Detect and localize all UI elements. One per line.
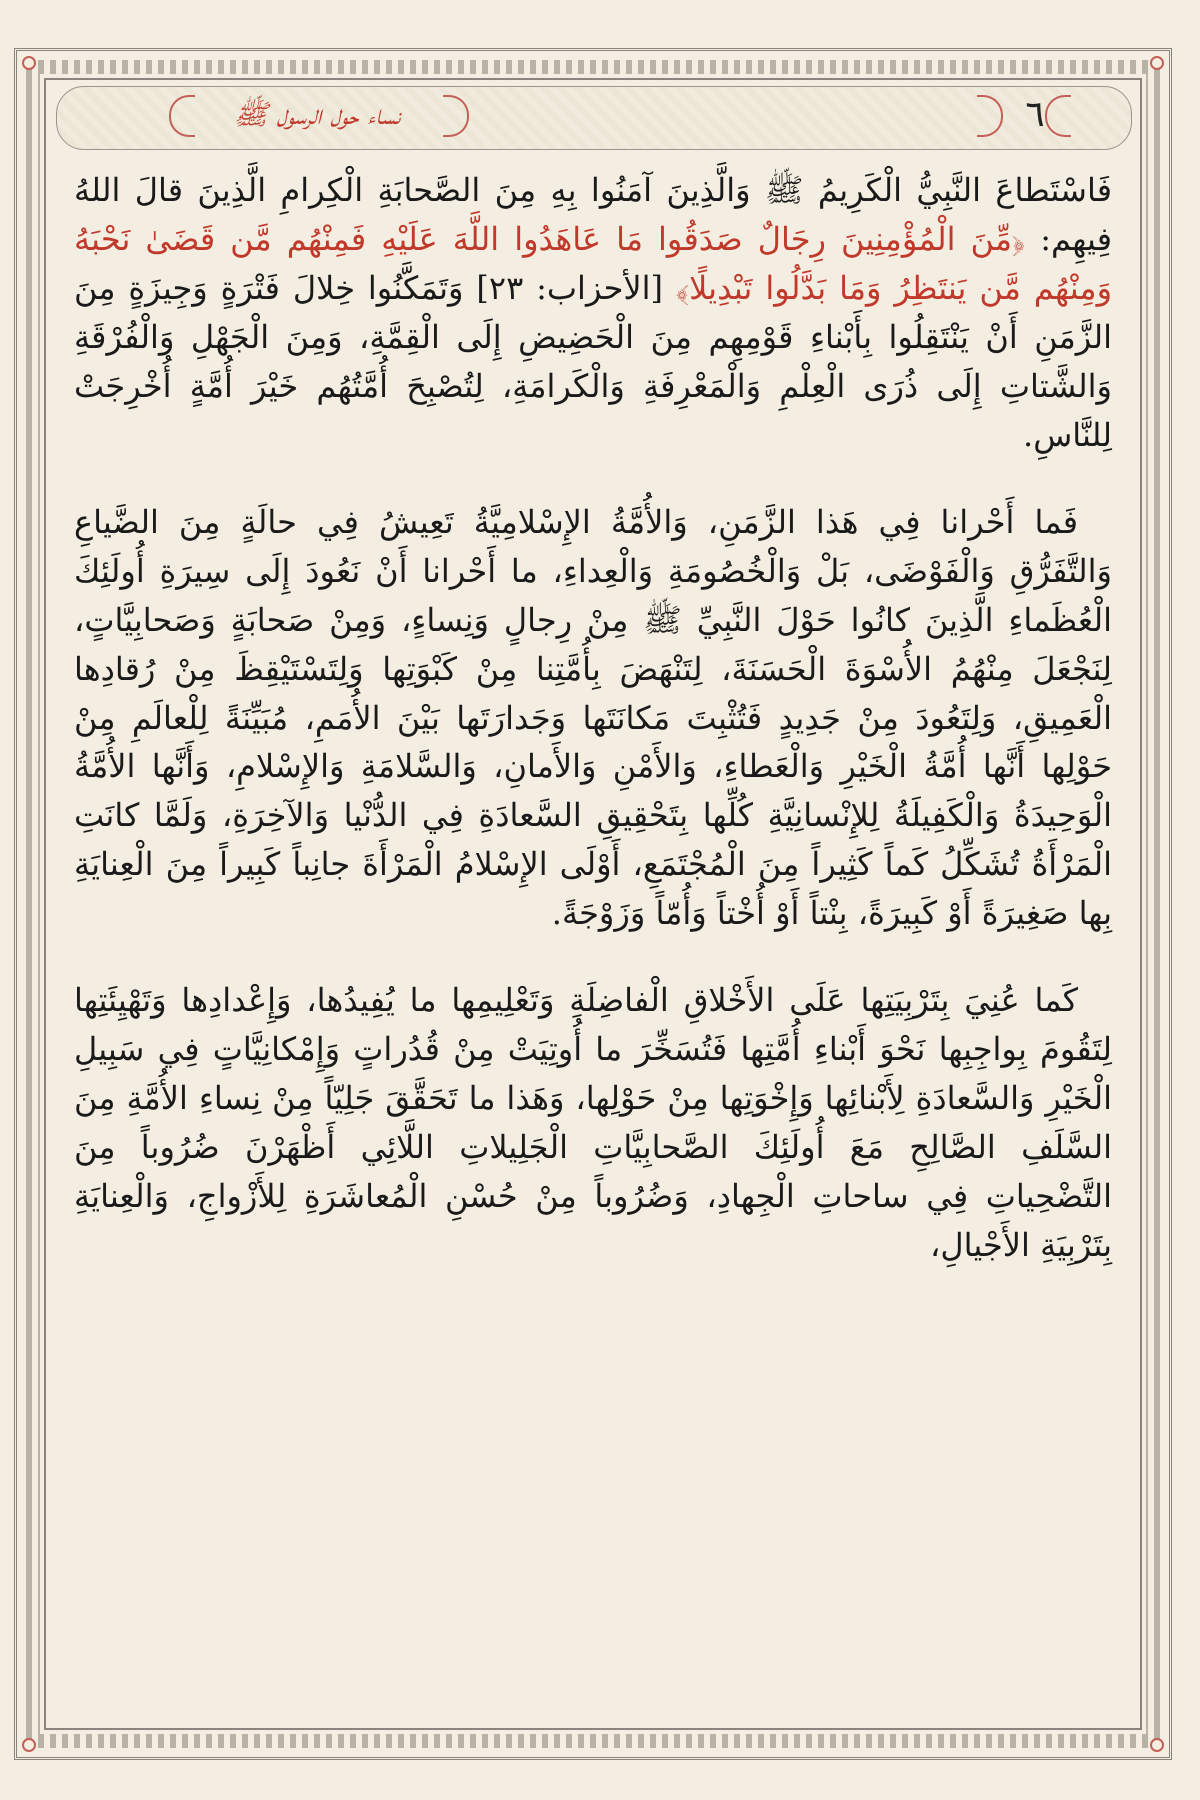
page-body: [74, 166, 1112, 1308]
paragraph: [74, 976, 1112, 1270]
corner-rosette-icon: [1150, 56, 1164, 70]
page-number: ٦: [1025, 94, 1045, 135]
corner-rosette-icon: [22, 1738, 36, 1752]
ornament-bracket-icon: [977, 95, 1003, 137]
ornament-bracket-icon: [169, 95, 195, 137]
corner-rosette-icon: [22, 56, 36, 70]
book-title: نساء حول الرسول ﷺ: [233, 98, 401, 131]
paragraph-text: [الأحزاب: ٢٣] وَتَمَكَّنُوا خِلالَ فَتْرَةٍ وَجِيزَةٍ مِنَ الزَّمَنِ أَنْ يَنْتَقِلُوا بِأَبْناءِ قَوْمِهِم مِنَ الْحَضِيضِ إِلَى الْقِمَّةِ، وَمِنَ الْجَهْلِ وَالْفُرْقَةِ وَالشَّتاتِ إِلَى ذُرَى الْعِلْمِ وَالْمَعْرِفَةِ وَالْكَرامَةِ، لِتُصْبِحَ أُمَّتُهُم خَيْرَ أُمَّةٍ أُخْرِجَتْ لِلنَّاسِ.: [74, 268, 1113, 454]
paragraph-text: كَما عُنِيَ بِتَرْبِيَتِها عَلَى الأَخْلاقِ الْفاضِلَةِ وَتَعْلِيمِها ما يُفِيدُها، وَإِعْدادِها وَتَهْيِئَتِها لِتَقُومَ بِواجِبِها نَحْوَ أَبْناءِ أُمَّتِها فَتُسَخِّرَ ما أُوتِيَتْ مِنْ قُدُراتٍ وَإِمْكانِيَّاتٍ فِي سَبِيلِ الْخَيْرِ وَالسَّعادَةِ لِأَبْنائِها وَإِخْوَتِها مِنْ حَوْلِها، وَهَذا ما تَحَقَّقَ جَلِيّاً مِنْ نِساءِ الأُمَّةِ مِنَ السَّلَفِ الصَّالِحِ مَعَ أُولَئِكَ الصَّحابِيَّاتِ الْجَلِيلاتِ اللَّائِي أَظْهَرْنَ ضُرُوباً مِنَ التَّضْحِياتِ فِي ساحاتِ الْجِهادِ، وَضُرُوباً مِنْ حُسْنِ الْمُعاشَرَةِ لِلأَزْواجِ، وَالْعِنايَةِ بِتَرْبِيَةِ الأَجْيالِ،: [74, 981, 1113, 1265]
paragraph-text: فَما أَحْرانا فِي هَذا الزَّمَنِ، وَالأُمَّةُ الإِسْلامِيَّةُ تَعِيشُ فِي حالَةٍ مِنَ الضَّياعِ وَالتَّفَرُّقِ وَالْفَوْضَى، بَلْ وَالْخُصُومَةِ وَالْعِداءِ، ما أَحْرانا أَنْ نَعُودَ إِلَى سِيرَةِ أُولَئِكَ الْعُظَماءِ الَّذِينَ كانُوا حَوْلَ النَّبِيِّ ﷺ مِنْ رِجالٍ وَنِساءٍ، وَمِنْ صَحابَةٍ وَصَحابِيَّاتٍ، لِنَجْعَلَ مِنْهُمُ الأُسْوَةَ الْحَسَنَةَ، لِتَنْهَضَ بِأُمَّتِنا مِنْ كَبْوَتِها وَلِتَسْتَيْقِظَ مِنْ رُقادِها الْعَمِيقِ، وَلِتَعُودَ مِنْ جَدِيدٍ فَتُثْبِتَ مَكانَتَها وَجَدارَتَها بَيْنَ الأُمَمِ، مُبَيِّنَةً لِلْعالَمِ مِنْ حَوْلِها أَنَّها أُمَّةُ الْخَيْرِ وَالْعَطاءِ، وَالأَمْنِ وَالأَمانِ، وَالسَّلامَةِ وَالإِسْلامِ، وَأَنَّها الأُمَّةُ الْوَحِيدَةُ وَالْكَفِيلَةُ لِلإِنْسانِيَّةِ كُلِّها بِتَحْقِيقِ السَّعادَةِ فِي الدُّنْيا وَالآخِرَةِ، وَلَمَّا كانَتِ الْمَرْأَةُ تُشَكِّلُ كَماً كَثِيراً مِنَ الْمُجْتَمَعِ، أَوْلَى الإِسْلامُ الْمَرْأَةَ جانِباً كَبِيراً مِنَ الْعِنايَةِ بِها صَغِيرَةً أَوْ كَبِيرَةً، بِنْتاً أَوْ أُخْتاً وَأُمّاً وَزَوْجَةً.: [74, 502, 1112, 933]
paragraph-text: فَاسْتَطاعَ النَّبِيُّ الْكَرِيمُ ﷺ وَالَّذِينَ آمَنُوا بِهِ مِنَ الصَّحابَةِ الْكِرامِ الَّذِينَ قالَ اللهُ فِيهِم:: [74, 171, 1113, 258]
ornament-bracket-icon: [443, 95, 469, 137]
paragraph: [74, 498, 1112, 939]
corner-rosette-icon: [1150, 1738, 1164, 1752]
quran-verse: ﴿مِّنَ الْمُؤْمِنِينَ رِجَالٌ صَدَقُوا مَا عَاهَدُوا اللَّهَ عَلَيْهِ فَمِنْهُم مَّن قَضَىٰ نَحْبَهُ وَمِنْهُم مَّن يَنتَظِرُ وَمَا بَدَّلُوا تَبْدِيلًا﴾: [74, 219, 1113, 307]
paragraph: [74, 166, 1112, 460]
page-header: [56, 86, 1132, 150]
